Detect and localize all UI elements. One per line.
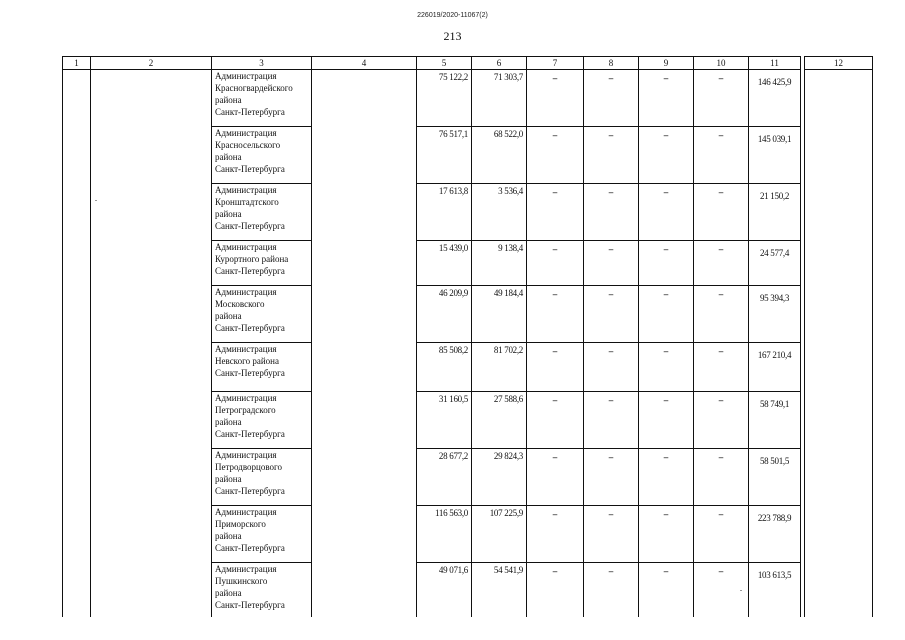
table-row [63, 241, 873, 286]
value-col7: – [527, 392, 584, 449]
scan-speck [740, 590, 742, 591]
value-col8: – [584, 343, 639, 392]
table-row [63, 392, 873, 449]
value-col5: 31 160,5 [417, 392, 472, 449]
column-header: 12 [805, 57, 873, 70]
column-header: 7 [527, 57, 584, 70]
value-col10: – [694, 286, 749, 343]
value-col11-total: 167 210,4 [749, 343, 801, 392]
value-col7: – [527, 70, 584, 127]
value-col10: – [694, 392, 749, 449]
column-header: 5 [417, 57, 472, 70]
value-col7: – [527, 343, 584, 392]
administration-name: Администрация Петродворцового района Санкт-Петербурга [212, 449, 312, 506]
column-header: 9 [639, 57, 694, 70]
value-col10: – [694, 343, 749, 392]
value-col6: 29 824,3 [472, 449, 527, 506]
value-col9: – [639, 563, 694, 618]
value-col11-total: 146 425,9 [749, 70, 801, 127]
value-col5: 28 677,2 [417, 449, 472, 506]
value-col7: – [527, 241, 584, 286]
page-number: 213 [443, 29, 462, 43]
column-header: 6 [472, 57, 527, 70]
value-col8: – [584, 70, 639, 127]
table-row [63, 343, 873, 392]
value-col10: – [694, 241, 749, 286]
administration-name: Администрация Петроградского района Санкт-Петербурга [212, 392, 312, 449]
table-row [63, 127, 873, 184]
cell-col2 [91, 70, 212, 127]
value-col7: – [527, 449, 584, 506]
value-col11-total: 223 788,9 [749, 506, 801, 563]
value-col8: – [584, 506, 639, 563]
value-col11-total: 95 394,3 [749, 286, 801, 343]
value-col7: – [527, 184, 584, 241]
cell-col12 [805, 70, 873, 127]
value-col5: 17 613,8 [417, 184, 472, 241]
table-row [63, 506, 873, 563]
value-col5: 15 439,0 [417, 241, 472, 286]
value-col6: 49 184,4 [472, 286, 527, 343]
administration-name: Администрация Приморского района Санкт-Петербурга [212, 506, 312, 563]
value-col8: – [584, 127, 639, 184]
value-col5: 49 071,6 [417, 563, 472, 618]
value-col5: 46 209,9 [417, 286, 472, 343]
value-col6: 27 588,6 [472, 392, 527, 449]
value-col6: 9 138,4 [472, 241, 527, 286]
value-col6: 81 702,2 [472, 343, 527, 392]
value-col10: – [694, 70, 749, 127]
value-col11-total: 103 613,5 [749, 563, 801, 618]
value-col11-total: 58 749,1 [749, 392, 801, 449]
value-col11-total: 145 039,1 [749, 127, 801, 184]
value-col9: – [639, 184, 694, 241]
table-row [63, 70, 873, 127]
column-header: 1 [63, 57, 91, 70]
cell-col4 [312, 70, 417, 127]
value-col8: – [584, 286, 639, 343]
document-id: 226019/2020-11067(2) [417, 12, 488, 19]
column-header: 10 [694, 57, 749, 70]
column-header: 2 [91, 57, 212, 70]
column-header: 3 [212, 57, 312, 70]
administration-name: Администрация Красногвардейского района Санкт-Петербурга [212, 70, 312, 127]
administration-name: Администрация Московского района Санкт-Петербурга [212, 286, 312, 343]
value-col9: – [639, 449, 694, 506]
value-col10: – [694, 563, 749, 618]
value-col9: – [639, 506, 694, 563]
value-col8: – [584, 241, 639, 286]
column-number-row [63, 57, 873, 70]
table-row [63, 184, 873, 241]
value-col8: – [584, 449, 639, 506]
budget-table [62, 56, 873, 617]
table-row [63, 286, 873, 343]
value-col5: 85 508,2 [417, 343, 472, 392]
value-col9: – [639, 127, 694, 184]
value-col9: – [639, 343, 694, 392]
value-col10: – [694, 127, 749, 184]
value-col11-total: 24 577,4 [749, 241, 801, 286]
value-col5: 75 122,2 [417, 70, 472, 127]
administration-name: Администрация Пушкинского района Санкт-Петербурга [212, 563, 312, 618]
value-col9: – [639, 70, 694, 127]
table-row [63, 563, 873, 618]
administration-name: Администрация Невского района Санкт-Петербурга [212, 343, 312, 392]
value-col6: 68 522,0 [472, 127, 527, 184]
value-col7: – [527, 127, 584, 184]
value-col9: – [639, 241, 694, 286]
value-col11-total: 21 150,2 [749, 184, 801, 241]
value-col8: – [584, 184, 639, 241]
value-col10: – [694, 506, 749, 563]
value-col11-total: 58 501,5 [749, 449, 801, 506]
value-col6: 3 536,4 [472, 184, 527, 241]
value-col8: – [584, 563, 639, 618]
value-col5: 76 517,1 [417, 127, 472, 184]
value-col10: – [694, 184, 749, 241]
scan-speck [95, 200, 97, 201]
value-col6: 54 541,9 [472, 563, 527, 618]
administration-name: Администрация Курортного района Санкт-Петербурга [212, 241, 312, 286]
value-col9: – [639, 286, 694, 343]
column-header: 11 [749, 57, 801, 70]
table-row [63, 449, 873, 506]
value-col7: – [527, 506, 584, 563]
value-col5: 116 563,0 [417, 506, 472, 563]
value-col6: 71 303,7 [472, 70, 527, 127]
value-col7: – [527, 286, 584, 343]
value-col9: – [639, 392, 694, 449]
value-col6: 107 225,9 [472, 506, 527, 563]
administration-name: Администрация Кронштадтского района Санкт-Петербурга [212, 184, 312, 241]
column-header: 8 [584, 57, 639, 70]
value-col10: – [694, 449, 749, 506]
administration-name: Администрация Красносельского района Санкт-Петербурга [212, 127, 312, 184]
cell-col1 [63, 70, 91, 127]
column-header: 4 [312, 57, 417, 70]
value-col8: – [584, 392, 639, 449]
value-col7: – [527, 563, 584, 618]
